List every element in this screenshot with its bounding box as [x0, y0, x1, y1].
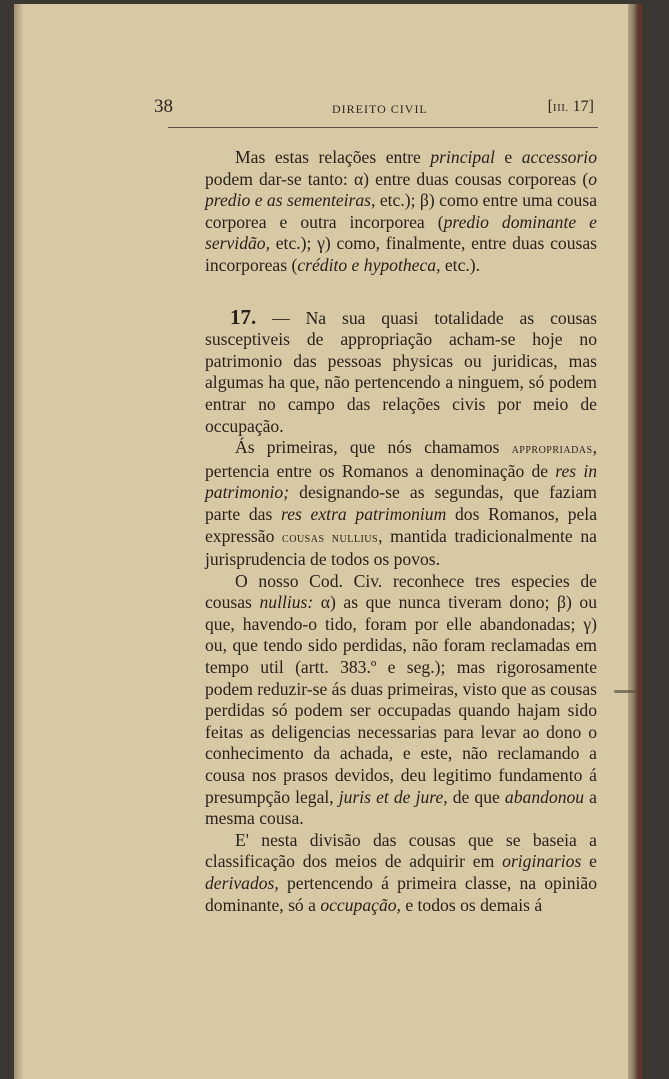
section-number: 17. — [230, 304, 257, 329]
section-reference: [III. 17] — [547, 98, 594, 115]
header-rule — [168, 127, 598, 128]
page-header — [154, 96, 594, 126]
page-edge — [628, 4, 642, 1079]
paragraph-1: Mas estas relações entre principal e accessorio podem dar-se tanto: α) entre duas cousas corporeas (o predio e as sementeiras, etc.); β) como entre uma cousa corporea e outra incorporea (predio dominante e servidão, etc.); γ) como, finalmente, entre duas cousas incorporeas (crédito e hypotheca, etc.). — [205, 147, 598, 275]
paragraph-5: E' nesta divisão das cousas que se baseia a classificação dos meios de adquirir em originarios e derivados, pertencendo á primeira classe, na opinião dominante, só a occupação, e todos os demais á — [205, 829, 597, 915]
paragraph-4: O nosso Cod. Civ. reconhece tres especies de cousas nullius: α) as que nunca tiveram dono; β) ou que, havendo-o tido, foram por elle abandonadas; γ) ou, que tendo sido perdidas, não foram reclamadas em tempo util (artt. 383.º e seg.); mas rigorosamente podem reduzir-se ás duas primeiras, visto que as cousas perdidas só podem ser occupadas quando hajam sido feitas as deligencias necessarias para levar ao dono o conhecimento da achada, e este, não reclamando a cousa nos prasos devidos, deu legitimo fundamento á presumpção legal, juris et de jure, de que abandonou a mesma cousa. — [205, 570, 598, 829]
ink-spot — [614, 690, 636, 693]
paragraph-17: 17. — Na sua quasi totalidade as cousas susceptiveis de appropriação acham-se hoje no patrimonio das pessoas physicas ou juridicas, mas algumas ha que, não pertencendo a ninguem, só podem entrar no campo das relações civis por meio de occupação. — [205, 304, 597, 436]
page-number: 38 — [154, 96, 173, 117]
body-text — [205, 147, 597, 916]
page-gutter-shadow — [14, 4, 24, 1079]
running-title: DIREITO CIVIL — [332, 102, 428, 116]
paragraph-3: Ás primeiras, que nós chamamos appropriadas, pertencia entre os Romanos a denominação de res in patrimonio; designando-se as segundas, que faziam parte das res extra patrimonium dos Romanos, pela expressão cousas nullius, mantida tradicionalmente na jurisprudencia de todos os povos. — [205, 437, 598, 570]
